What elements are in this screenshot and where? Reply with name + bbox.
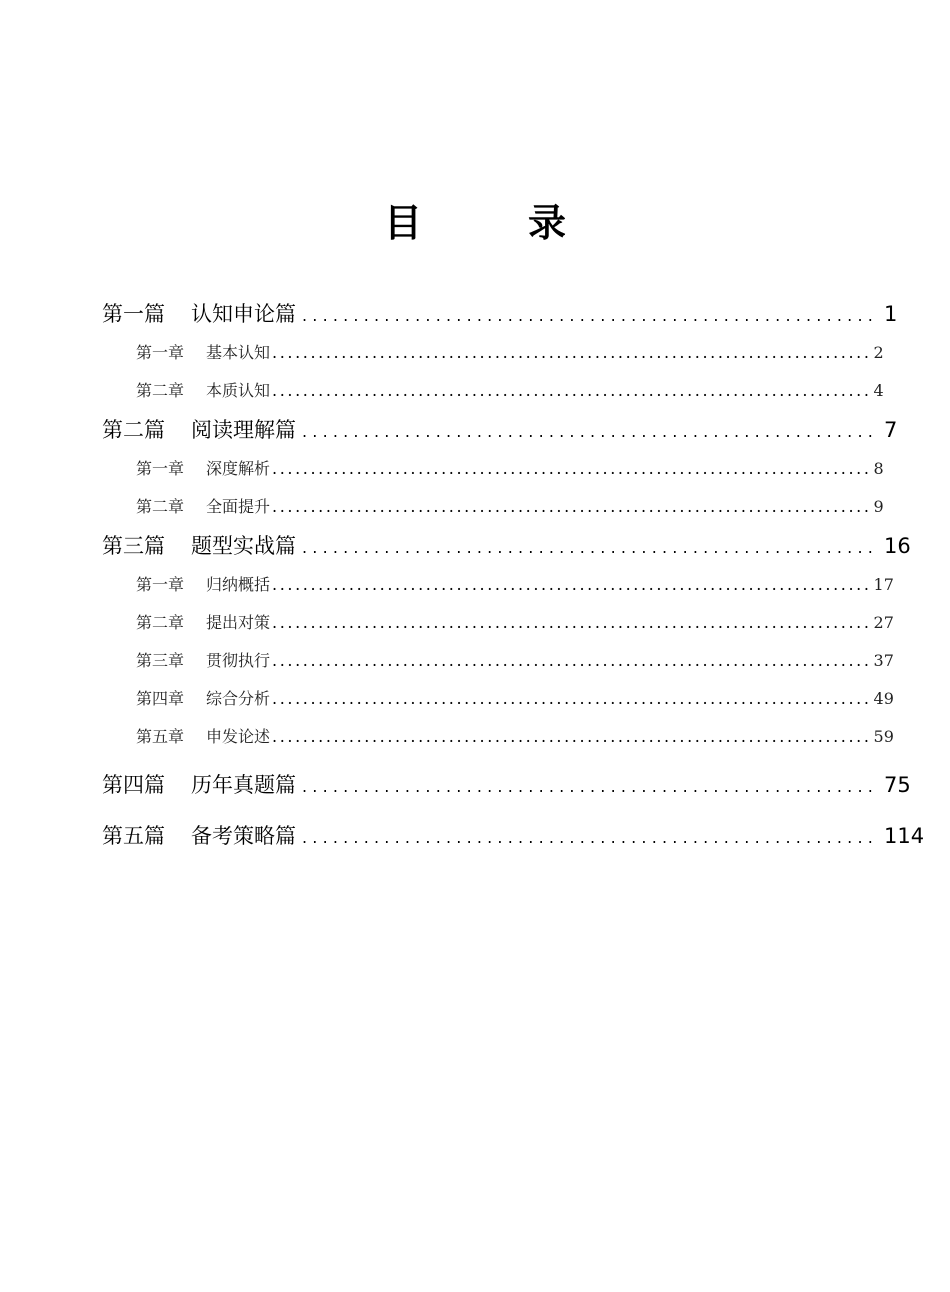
page-number: 49 xyxy=(873,689,894,708)
chapter-number: 第一章 xyxy=(136,459,185,478)
page-number: 1 xyxy=(884,302,898,326)
chapter-number: 第一章 xyxy=(136,575,185,594)
toc-part-1[interactable] xyxy=(102,294,898,334)
toc-chapter[interactable] xyxy=(102,488,884,526)
part-title: 阅读理解篇 xyxy=(191,418,296,442)
part-number: 第一篇 xyxy=(102,302,165,326)
dot-leader: ........................................................ xyxy=(302,422,879,441)
dot-leader: .............................................................................. xyxy=(272,727,872,746)
chapter-number: 第二章 xyxy=(136,613,185,632)
chapter-title: 归纳概括 xyxy=(206,575,271,594)
page-number: 7 xyxy=(884,418,898,442)
chapter-number: 第二章 xyxy=(136,381,185,400)
toc-chapter[interactable] xyxy=(102,566,894,604)
toc-part-2[interactable] xyxy=(102,410,898,450)
page-number: 2 xyxy=(873,343,884,362)
page-number: 75 xyxy=(884,773,911,797)
dot-leader: ........................................................ xyxy=(302,777,879,796)
chapter-title: 深度解析 xyxy=(206,459,271,478)
dot-leader: .............................................................................. xyxy=(272,343,872,362)
page-number: 16 xyxy=(884,534,911,558)
chapter-title: 申发论述 xyxy=(206,727,271,746)
page-number: 27 xyxy=(873,613,894,632)
toc-chapter[interactable] xyxy=(102,680,894,718)
dot-leader: ........................................................ xyxy=(302,828,879,847)
toc-chapter[interactable] xyxy=(102,642,894,680)
page-number: 4 xyxy=(873,381,884,400)
dot-leader: .............................................................................. xyxy=(272,651,872,670)
part-number: 第二篇 xyxy=(102,418,165,442)
dot-leader: .............................................................................. xyxy=(272,497,872,516)
part-title: 题型实战篇 xyxy=(191,534,296,558)
page-number: 59 xyxy=(873,727,894,746)
chapter-number: 第一章 xyxy=(136,343,185,362)
part-number: 第五篇 xyxy=(102,824,165,848)
table-of-contents xyxy=(102,294,925,856)
page-number: 8 xyxy=(873,459,884,478)
chapter-number: 第三章 xyxy=(136,651,185,670)
dot-leader: .............................................................................. xyxy=(272,575,872,594)
chapter-title: 贯彻执行 xyxy=(206,651,271,670)
chapter-title: 基本认知 xyxy=(206,343,271,362)
chapter-number: 第五章 xyxy=(136,727,185,746)
dot-leader: ........................................................ xyxy=(302,538,879,557)
chapter-number: 第四章 xyxy=(136,689,185,708)
part-number: 第三篇 xyxy=(102,534,165,558)
chapter-title: 综合分析 xyxy=(206,689,271,708)
dot-leader: ........................................................ xyxy=(302,306,879,325)
toc-part-4[interactable] xyxy=(102,765,911,805)
dot-leader: .............................................................................. xyxy=(272,689,872,708)
part-title: 认知申论篇 xyxy=(191,302,296,326)
toc-chapter[interactable] xyxy=(102,604,894,642)
part-number: 第四篇 xyxy=(102,773,165,797)
toc-chapter[interactable] xyxy=(102,718,894,756)
page-number: 37 xyxy=(873,651,894,670)
chapter-title: 全面提升 xyxy=(206,497,271,516)
toc-chapter[interactable] xyxy=(102,450,884,488)
dot-leader: .............................................................................. xyxy=(272,459,872,478)
dot-leader: .............................................................................. xyxy=(272,613,872,632)
page-number: 9 xyxy=(873,497,884,516)
toc-chapter[interactable] xyxy=(102,372,884,410)
page-number: 17 xyxy=(873,575,894,594)
toc-part-3[interactable] xyxy=(102,526,911,566)
page-number: 114 xyxy=(884,824,925,848)
toc-chapter[interactable] xyxy=(102,334,884,372)
page-title: 目 录 xyxy=(383,200,600,245)
part-title: 历年真题篇 xyxy=(191,773,296,797)
dot-leader: .............................................................................. xyxy=(272,381,872,400)
toc-part-5[interactable] xyxy=(102,816,925,856)
chapter-title: 提出对策 xyxy=(206,613,271,632)
part-title: 备考策略篇 xyxy=(191,824,296,848)
chapter-title: 本质认知 xyxy=(206,381,271,400)
chapter-number: 第二章 xyxy=(136,497,185,516)
